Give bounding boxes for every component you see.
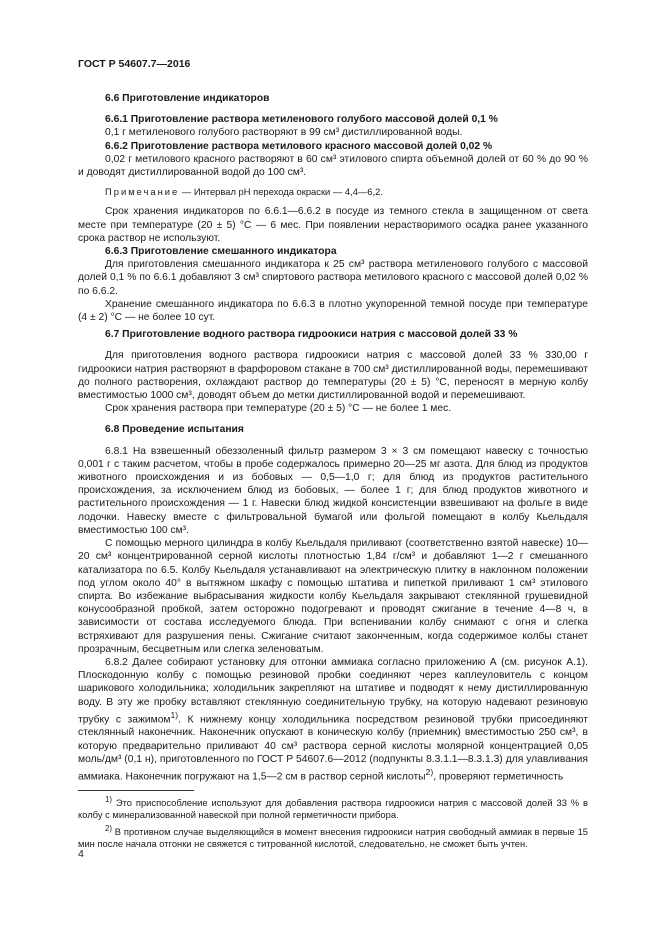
footnotes: [78, 790, 588, 852]
note: [78, 185, 588, 198]
footnote-ref-2: 2): [425, 766, 434, 777]
section-6-8-2-part-a: 6.8.2 Далее собирают установку для отгонки аммиака согласно приложению А (см. рисунок А.1). Плоскодонную колбу с помощью резиновой пробки соединяют через каплеуловитель с концом шарикового холодильника; холодильник закрепляют на штативе и подводят к нему дистиллированную воду. В эту же пробку вставляют стеклянную соединительную трубку, на которую надевают резиновую трубку с зажимом: [78, 656, 588, 726]
section-6-8-2-text: [78, 656, 588, 784]
footnote-2-text: В противном случае выделяющийся в момент внесения гидроокиси натрия свободный аммиак в первые 15 мин после начала отгонки не свяжется с титрованной кислотой, следовательно, не сможет быть учтен.: [78, 826, 588, 850]
section-6-6-3-title: 6.6.3 Приготовление смешанного индикатора: [105, 246, 337, 258]
footnote-1-text: Это приспособление используют для добавления раствора гидроокиси натрия с массовой долей 33 % в колбу с минерализованной навеской при полной герметичности прибора.: [78, 797, 588, 821]
section-6-6-1-text: 0,1 г метиленового голубого растворяют в 99 см³ дистиллированной воды.: [105, 127, 463, 139]
footnote-ref-1: 1): [170, 709, 179, 720]
footnote-1: [78, 794, 588, 821]
section-6-8-1-text-2: С помощью мерного цилиндра в колбу Кьельдаля приливают (соответственно взятой навеске) 10—20 см³ концентрированной серной кислоты плотностью 1,84 г/см³ и добавляют 1—2 г смешанного катализатора по 6.5. Колбу Кьельдаля устанавливают на электрическую плитку в наклонном положении под углом около 40° в вытяжном шкафу с помощью штатива и пипеткой приливают 1 см³ этилового спирта. Во избежание выбрасывания жидкости колбу Кьельдаля закрывают стеклянной грушевидной конусообразной пробкой, затем осторожно подогревают и проводят сжигание в течение 4—8 ч, в зависимости от состава исследуемого блюда. При вспенивании колбу снимают с огня и слегка встряхивают для разрушения пены. Сжигание считают законченным, когда содержимое колбы станет прозрачным, бесцветным или слегка зеленоватым.: [78, 538, 588, 655]
document-header: ГОСТ Р 54607.7—2016: [78, 58, 191, 70]
section-6-6-title: 6.6 Приготовление индикаторов: [105, 93, 270, 104]
note-text: — Интервал рН перехода окраски — 4,4—6,2.: [179, 186, 383, 198]
section-6-6-3-text-2: Хранение смешанного индикатора по 6.6.3 в плотно укупоренной темной посуде при температуре (4 ± 2) °С — не более 10 сут.: [78, 298, 588, 324]
section-6-6-2-text: 0,02 г метилового красного растворяют в 60 см³ этилового спирта объемной долей от 60 % до 90 % и доводят дистиллированной водой до 100 см³.: [78, 153, 588, 179]
section-6-8-2-part-b: . К нижнему концу холодильника посредством резиновой трубки присоединяют стеклянный наконечник. Наконечник опускают в коническую колбу (приемник) вместимостью 250 см³, в которую предварительно приливают 40 см³ раствора серной кислоты молярной концентрацией 0,05 моль/дм³ (0,1 н), приготовленного по ГОСТ Р 54607.6—2012 (подпункты 8.3.1.1—8.3.1.3) для улавливания аммиака. Наконечник погружают на 1,5—2 см в раствор серной кислоты: [78, 714, 588, 783]
footnote-2-mark: 2): [105, 824, 112, 834]
section-6-6-2-title: 6.6.2 Приготовление раствора метилового красного массовой долей 0,02 %: [105, 140, 493, 152]
section-6-7-title: 6.7 Приготовление водного раствора гидроокиси натрия с массовой долей 33 %: [105, 329, 518, 341]
footnote-1-mark: 1): [105, 795, 112, 804]
note-label: Примечание: [105, 186, 180, 198]
footnote-2: [78, 823, 588, 850]
page-number: 4: [78, 848, 84, 860]
section-6-8-1-text: 6.8.1 На взвешенный обеззоленный фильтр размером 3 × 3 см помещают навеску с точностью 0,001 г с таким расчетом, чтобы в пробе содержалось примерно 20—25 мг азота. Для блюд из продуктов животного происхождения и из бобовых — 0,5—1,0 г; для блюд из продуктов растительного происхождения, за исключением блюд из бобовых, — более 1 г; для блюд продуктов животного и растительного происхождения — 1 г. Навески блюд жидкой консистенции взвешивают на фольге в виде лодочки. Навеску вместе с фильтровальной бумагой или фольгой помещают в колбу Кьельдаля вместимостью 100 см³.: [78, 445, 588, 536]
section-6-8-title: 6.8 Проведение испытания: [105, 424, 244, 436]
section-6-7-text-1: Для приготовления водного раствора гидроокиси натрия с массовой долей 33 % 330,00 г гидроокиси натрия растворяют в фарфоровом стакане в 700 см³ дистиллированной воды, перемешивают до полного растворения, охлаждают раствор до температуры (20 ± 5) °С, переносят в мерную колбу вместимостью 1000 см³, доводят объем до метки дистиллированной водой и перемешивают.: [78, 350, 588, 402]
section-6-8-2-part-c: , проверяют герметичность: [433, 771, 564, 783]
indicator-storage-text: Срок хранения индикаторов по 6.6.1—6.6.2 в посуде из темного стекла в защищенном от света месте при температуре (20 ± 5) °С — 6 мес. При появлении нерастворимого осадка ранее указанного срока раствор не используют.: [78, 206, 588, 244]
section-6-6-1-title: 6.6.1 Приготовление раствора метиленового голубого массовой долей 0,1 %: [105, 114, 498, 126]
main-content: [78, 92, 588, 784]
section-6-7-text-2: Срок хранения раствора при температуре (20 ± 5) °С — не более 1 мес.: [105, 403, 452, 415]
footnote-divider: [78, 790, 194, 791]
section-6-6-3-text-1: Для приготовления смешанного индикатора к 25 см³ раствора метиленового голубого с массовой долей 0,1 % по 6.6.1 добавляют 3 см³ спиртового раствора метилового красного с массовой долей 0,02 % по 6.6.2.: [78, 259, 588, 297]
